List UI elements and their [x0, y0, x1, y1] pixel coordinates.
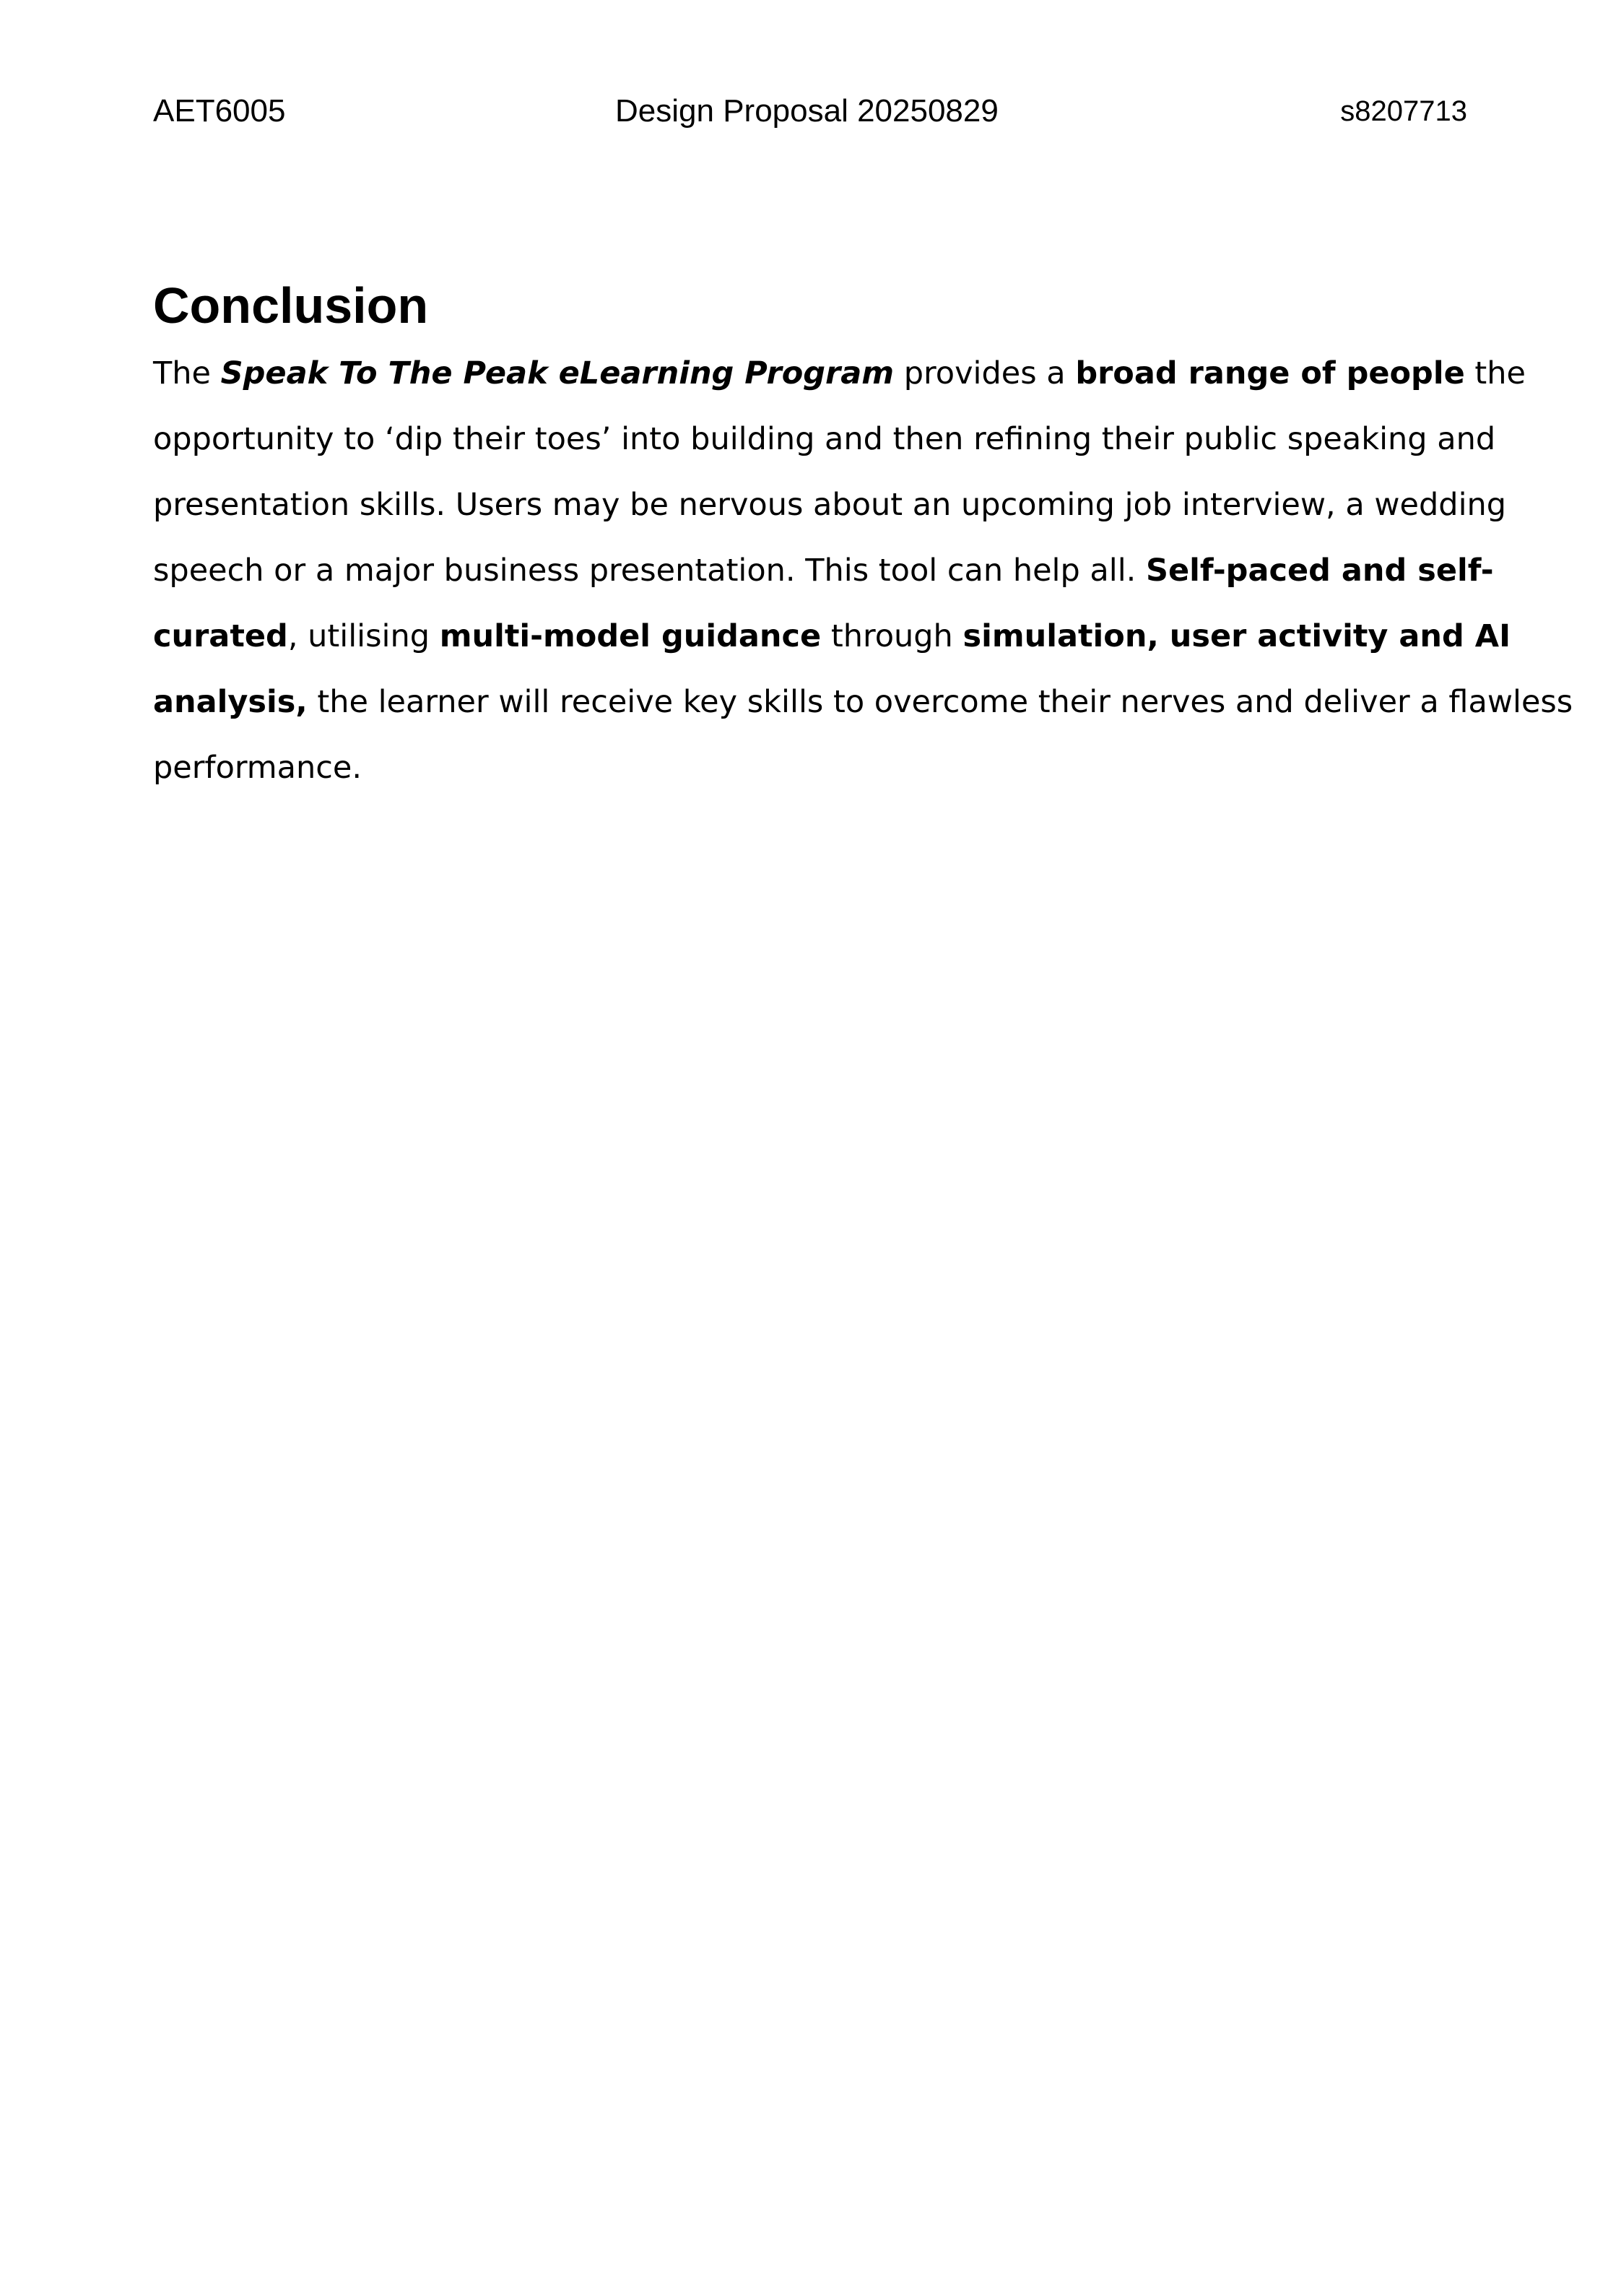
text-run: opportunity to ‘dip their toes’ into building and then refining their public speaking and [153, 421, 1496, 457]
header-document-title: Design Proposal 20250829 [615, 93, 999, 129]
header-student-id: s8207713 [1340, 95, 1467, 127]
text-run: curated [153, 618, 288, 654]
conclusion-paragraph [153, 341, 1573, 801]
header-course-code: AET6005 [153, 93, 286, 129]
paragraph-line [153, 341, 1526, 407]
section-heading: Conclusion [153, 277, 429, 334]
paragraph-line [153, 538, 1494, 604]
text-run: provides a [894, 355, 1076, 391]
text-run: the [1464, 355, 1526, 391]
text-run: analysis, [153, 684, 308, 720]
paragraph-line [153, 604, 1511, 670]
paragraph-line [153, 472, 1507, 538]
paragraph-line [153, 407, 1496, 472]
text-run: broad range of people [1075, 355, 1465, 391]
text-run: performance. [153, 750, 362, 786]
page-header [153, 90, 1467, 133]
paragraph-line [153, 670, 1573, 735]
text-run: Speak To The Peak eLearning Program [220, 355, 895, 391]
text-run: through [821, 618, 963, 654]
text-run: , utilising [287, 618, 440, 654]
text-run: Self-paced and self- [1146, 553, 1494, 589]
text-run: simulation, user activity and AI [962, 618, 1511, 654]
paragraph-line [153, 735, 1453, 801]
text-run: The [153, 355, 221, 391]
text-run: speech or a major business presentation. This tool can help all. [153, 553, 1147, 589]
text-run: presentation skills. Users may be nervous about an upcoming job interview, a wedding [153, 487, 1507, 523]
text-run: multi-model guidance [439, 618, 822, 654]
text-run: the learner will receive key skills to overcome their nerves and deliver a flawless [307, 684, 1573, 720]
